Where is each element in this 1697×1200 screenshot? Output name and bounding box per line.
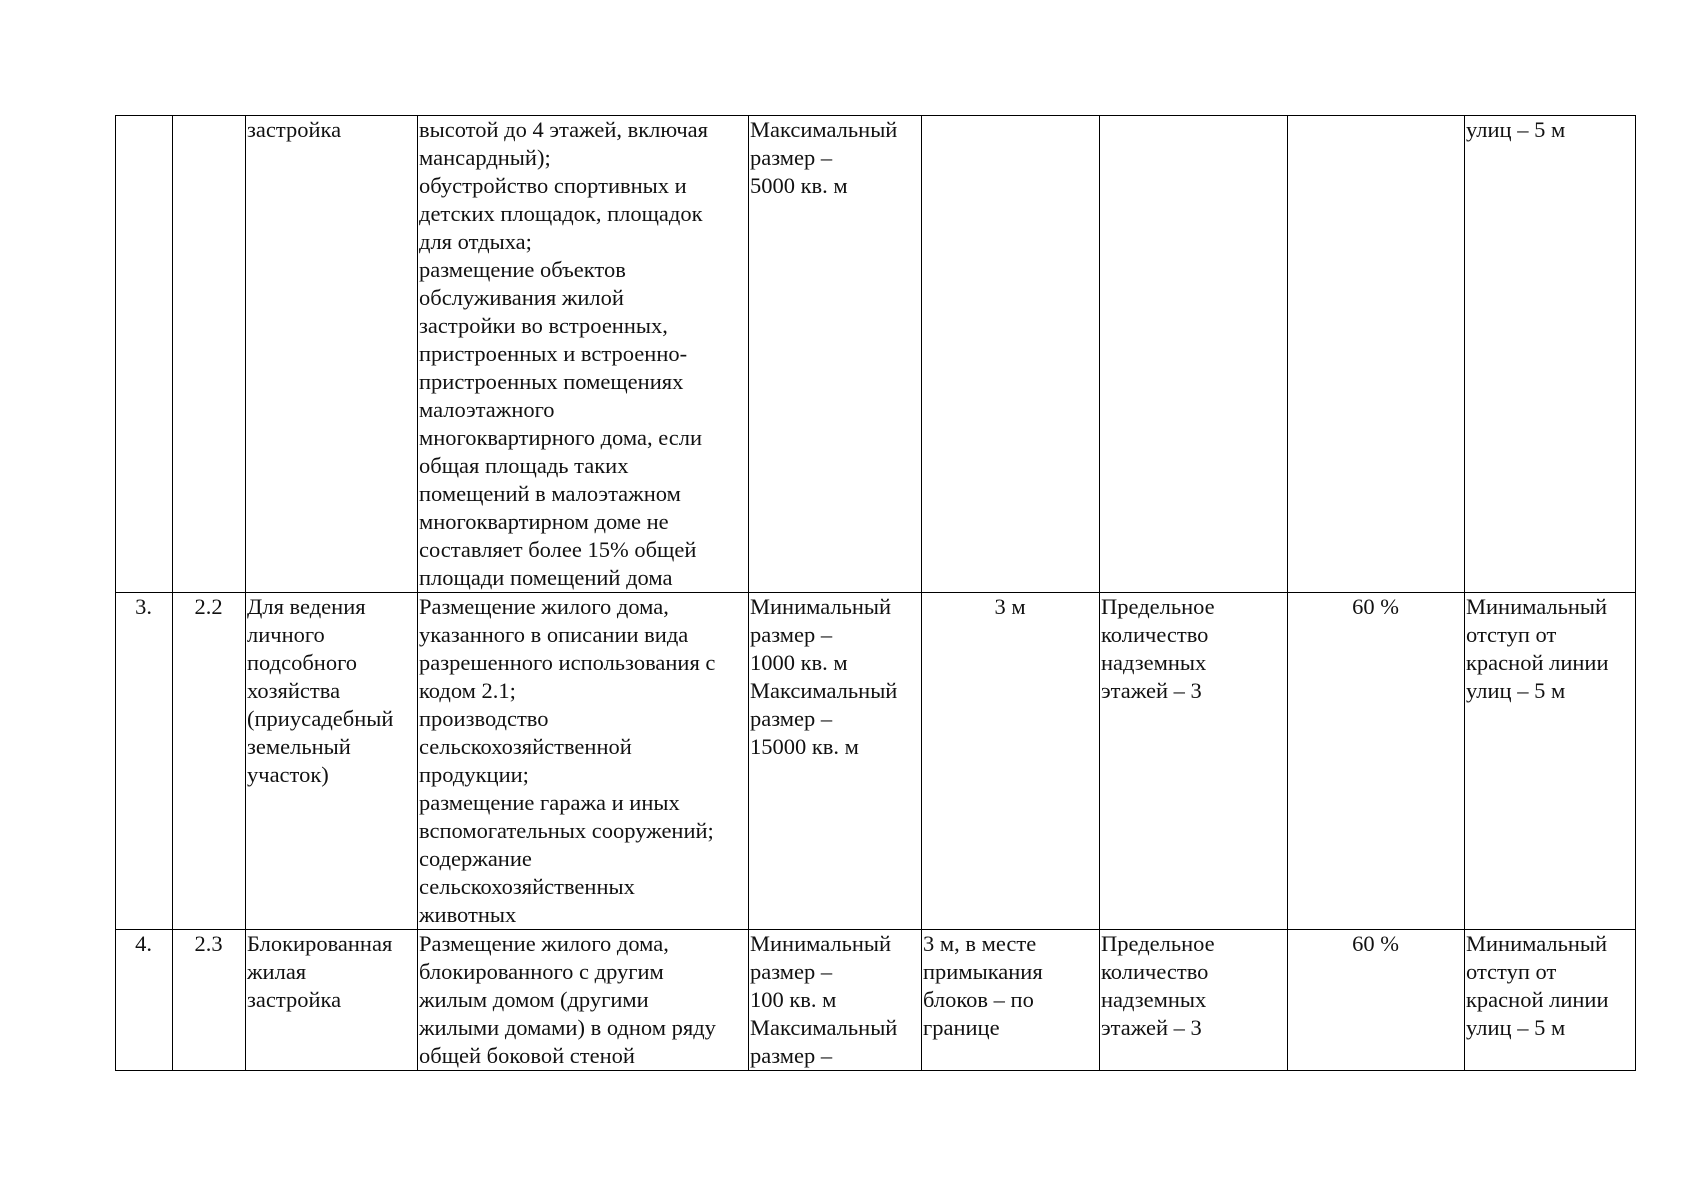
table-row [116,116,1636,593]
use-code-cell: 2.2 [173,593,246,930]
description-line: высотой до 4 этажей, включая [419,117,708,142]
use-name-cell [246,930,418,1071]
description-line: пристроенных помещениях [419,369,684,394]
description-line: размещение гаража и иных [419,790,680,815]
floors-cell [1100,930,1288,1071]
plot-size-cell [749,116,922,593]
coverage-cell: 60 % [1288,593,1465,930]
use-name-line: участок) [247,762,329,787]
red-line-setback-line: отступ от [1466,622,1557,647]
plot-size-line: размер – [750,706,833,731]
red-line-setback-cell [1465,116,1636,593]
plot-size-line: 1000 кв. м [750,650,848,675]
description-line: обустройство спортивных и [419,173,687,198]
plot-size-cell [749,593,922,930]
description-line: многоквартирного дома, если [419,425,702,450]
use-code-cell [173,116,246,593]
table-row [116,593,1636,930]
use-name-cell [246,116,418,593]
plot-size-line: размер – [750,145,833,170]
plot-size-line: Максимальный [750,117,898,142]
description-line: вспомогательных сооружений; [419,818,714,843]
description-line: пристроенных и встроенно- [419,341,688,366]
zoning-regulations-table [115,115,1636,1071]
use-name-line: жилая [247,959,307,984]
description-line: застройки во встроенных, [419,313,668,338]
description-line: жилыми домами) в одном ряду [419,1015,716,1040]
use-name-line: личного [247,622,325,647]
setback-line: 3 м [994,594,1026,619]
description-line: продукции; [419,762,529,787]
floors-line: количество [1101,622,1209,647]
use-name-line: застройка [247,117,342,142]
plot-size-line: 100 кв. м [750,987,837,1012]
floors-line: Предельное [1101,594,1215,619]
floors-line: этажей – 3 [1101,678,1202,703]
red-line-setback-line: красной линии [1466,987,1609,1012]
description-line: обслуживания жилой [419,285,624,310]
coverage-cell [1288,116,1465,593]
use-name-line: Для ведения [247,594,366,619]
plot-size-line: размер – [750,1043,833,1068]
setback-line: примыкания [923,959,1043,984]
row-number-cell: 3. [116,593,173,930]
description-line: сельскохозяйственной [419,734,632,759]
description-line: общая площадь таких [419,453,629,478]
floors-cell [1100,116,1288,593]
red-line-setback-line: улиц – 5 м [1466,1015,1566,1040]
description-line: мансардный); [419,145,551,170]
table-body [116,116,1636,1071]
use-code-cell: 2.3 [173,930,246,1071]
floors-line: этажей – 3 [1101,1015,1202,1040]
red-line-setback-line: красной линии [1466,650,1609,675]
description-line: разрешенного использования с [419,650,716,675]
use-description-cell [418,593,749,930]
description-line: кодом 2.1; [419,678,516,703]
plot-size-cell [749,930,922,1071]
plot-size-line: Максимальный [750,678,898,703]
use-name-line: земельный [247,734,351,759]
plot-size-line: Минимальный [750,594,892,619]
plot-size-line: размер – [750,622,833,647]
setback-cell [922,930,1100,1071]
setback-cell [922,116,1100,593]
description-line: Размещение жилого дома, [419,931,669,956]
description-line: общей боковой стеной [419,1043,635,1068]
description-line: составляет более 15% общей [419,537,697,562]
floors-line: надземных [1101,650,1207,675]
red-line-setback-line: улиц – 5 м [1466,678,1566,703]
coverage-cell: 60 % [1288,930,1465,1071]
red-line-setback-line: Минимальный [1466,931,1608,956]
plot-size-line: 15000 кв. м [750,734,859,759]
plot-size-line: размер – [750,959,833,984]
red-line-setback-line: улиц – 5 м [1466,117,1566,142]
setback-cell [922,593,1100,930]
red-line-setback-line: отступ от [1466,959,1557,984]
setback-line: 3 м, в месте [923,931,1037,956]
description-line: малоэтажного [419,397,555,422]
use-name-line: застройка [247,987,342,1012]
use-name-line: подсобного [247,650,357,675]
description-line: детских площадок, площадок [419,201,703,226]
use-name-line: хозяйства [247,678,341,703]
use-description-cell [418,116,749,593]
description-line: сельскохозяйственных [419,874,635,899]
setback-line: границе [923,1015,1000,1040]
description-line: размещение объектов [419,257,626,282]
floors-line: надземных [1101,987,1207,1012]
use-description-cell [418,930,749,1071]
red-line-setback-line: Минимальный [1466,594,1608,619]
red-line-setback-cell [1465,593,1636,930]
description-line: производство [419,706,549,731]
description-line: многоквартирном доме не [419,509,669,534]
plot-size-line: Максимальный [750,1015,898,1040]
use-name-line: (приусадебный [247,706,394,731]
description-line: Размещение жилого дома, [419,594,669,619]
floors-cell [1100,593,1288,930]
row-number-cell [116,116,173,593]
description-line: указанного в описании вида [419,622,689,647]
description-line: содержание [419,846,532,871]
description-line: помещений в малоэтажном [419,481,681,506]
use-name-line: Блокированная [247,931,393,956]
setback-line: блоков – по [923,987,1034,1012]
row-number-cell: 4. [116,930,173,1071]
description-line: жилым домом (другими [419,987,649,1012]
description-line: для отдыха; [419,229,532,254]
floors-line: количество [1101,959,1209,984]
plot-size-line: Минимальный [750,931,892,956]
description-line: животных [419,902,517,927]
description-line: площади помещений дома [419,565,673,590]
red-line-setback-cell [1465,930,1636,1071]
use-name-cell [246,593,418,930]
plot-size-line: 5000 кв. м [750,173,848,198]
floors-line: Предельное [1101,931,1215,956]
table-row [116,930,1636,1071]
description-line: блокированного с другим [419,959,664,984]
